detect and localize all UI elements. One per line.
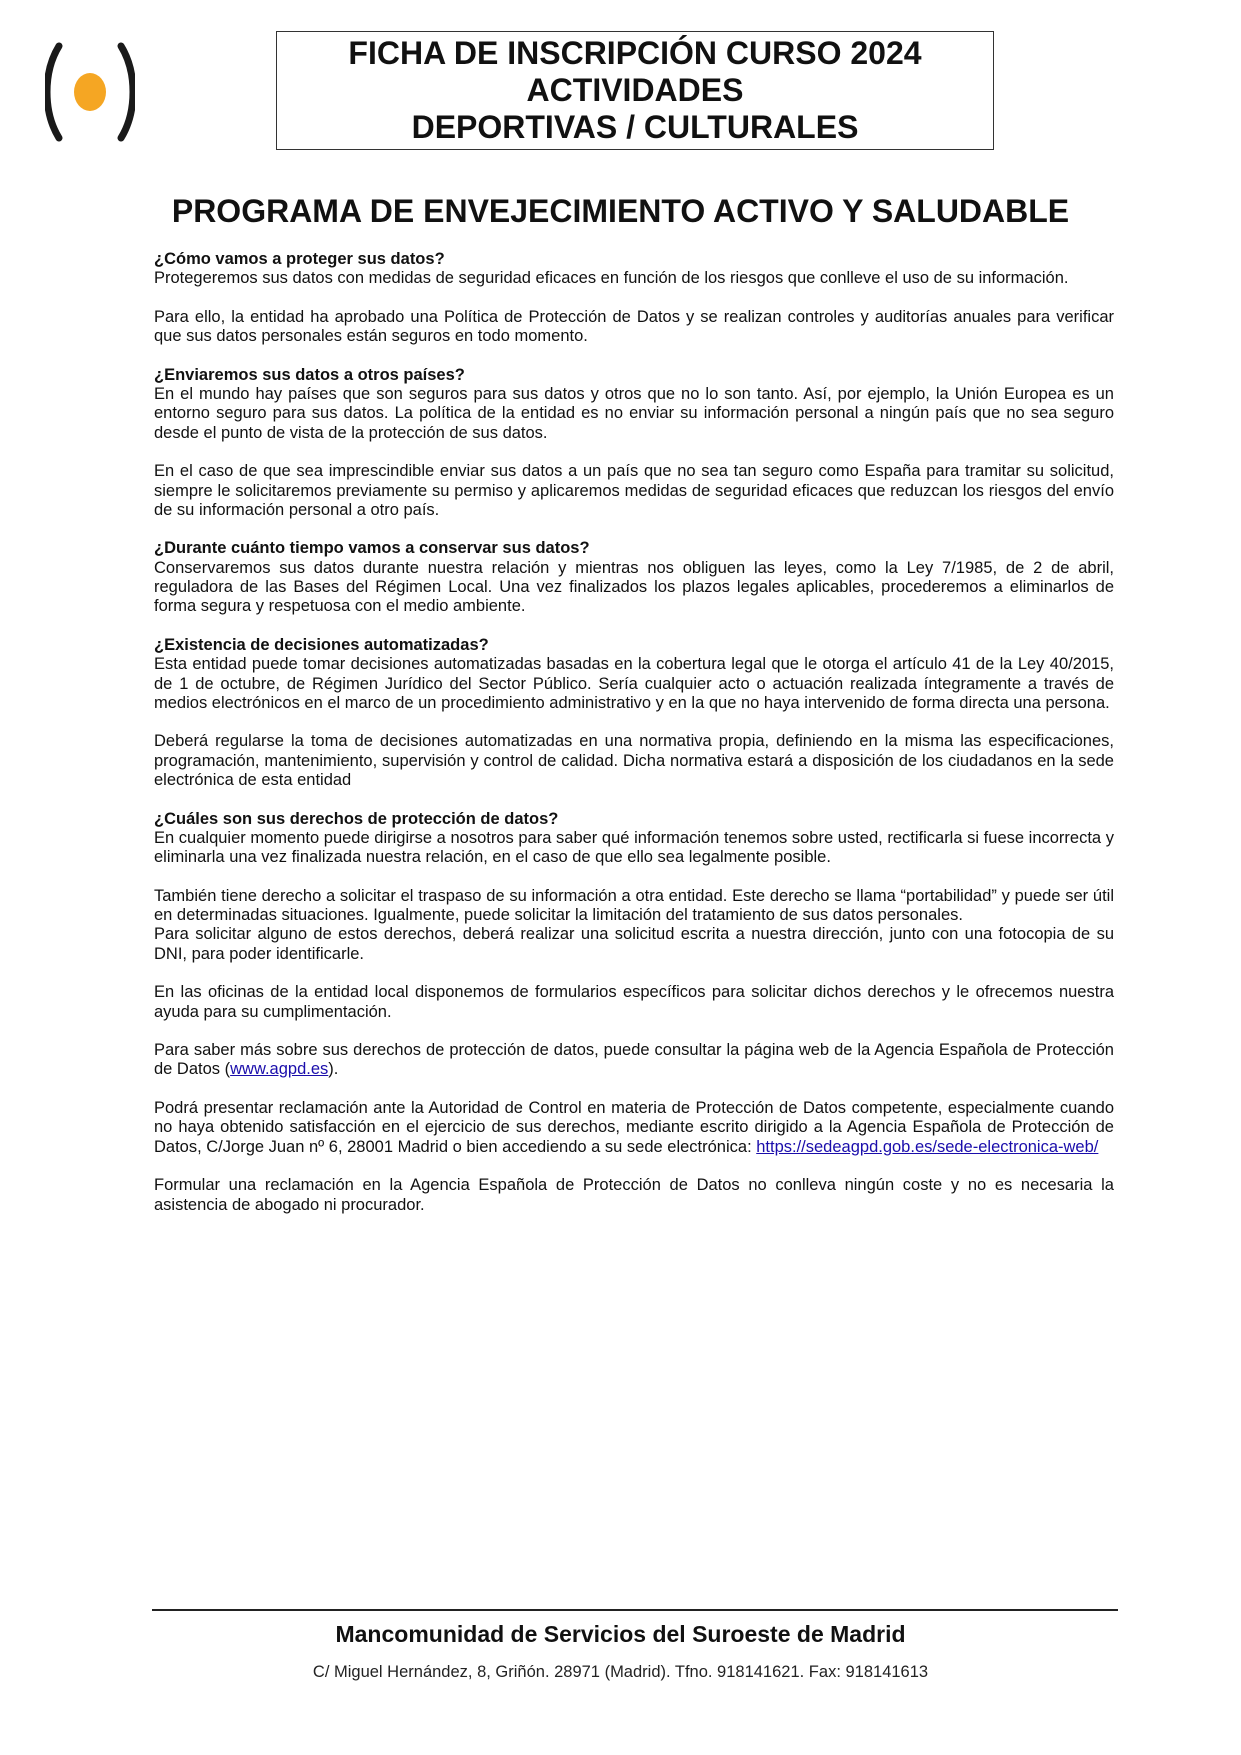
header-title-line-1: FICHA DE INSCRIPCIÓN CURSO 2024 <box>348 35 922 71</box>
paragraph: Esta entidad puede tomar decisiones automatizadas basadas en la cobertura legal que le otorga el artículo 41 de la Ley 40/2015, de 1 de octubre, de Régimen Jurídico del Sector Público. Sería cualquier acto o actuación realizada íntegramente a través de medios electrónicos en el marco de un procedimiento administrativo y en la que no haya intervenido de forma directa una persona. <box>154 655 1114 712</box>
footer-address: C/ Miguel Hernández, 8, Griñón. 28971 (Madrid). Tfno. 918141621. Fax: 918141613 <box>312 1663 929 1681</box>
paragraph <box>154 1041 1114 1080</box>
paragraph: En el caso de que sea imprescindible enviar sus datos a un país que no sea tan seguro como España para tramitar su solicitud, siempre le solicitaremos previamente su permiso y aplicaremos medidas de seguridad eficaces que reduzcan los riesgos del envío de su información personal a otro país. <box>154 462 1114 519</box>
paragraph: Para ello, la entidad ha aprobado una Política de Protección de Datos y se realizan controles y auditorías anuales para verificar que sus datos personales están seguros en todo momento. <box>154 307 1114 346</box>
sede-electronica-link[interactable]: https://sedeagpd.gob.es/sede-electronica-web/ <box>756 1137 1099 1156</box>
paragraph: Para solicitar alguno de estos derechos, deberá realizar una solicitud escrita a nuestra dirección, junto con una fotocopia de su DNI, para poder identificarle. <box>154 925 1114 963</box>
paragraph: En cualquier momento puede dirigirse a nosotros para saber qué información tenemos sobre usted, rectificarla si fuese incorrecta y eliminarla una vez finalizada nuestra relación, en el caso de que ello sea legalmente posible. <box>154 828 1114 867</box>
paragraph: Deberá regularse la toma de decisiones automatizadas en una normativa propia, definiendo en la misma las especificaciones, programación, mantenimiento, supervisión y control de calidad. Dicha normativa estará a disposición de los ciudadanos en la sede electrónica de esta entidad <box>154 732 1114 790</box>
paragraph <box>154 1099 1114 1157</box>
section-heading-rights: ¿Cuáles son sus derechos de protección de datos? <box>154 809 559 828</box>
mancomunidad-logo-icon <box>45 42 135 142</box>
agpd-link[interactable]: www.agpd.es <box>230 1060 329 1079</box>
section-heading-automated-decisions: ¿Existencia de decisiones automatizadas? <box>154 635 489 654</box>
paragraph: Conservaremos sus datos durante nuestra relación y mientras nos obliguen las leyes, como la Ley 7/1985, de 2 de abril, reguladora de las Bases del Régimen Local. Una vez finalizados los plazos legales aplicables, procederemos a eliminarlos de forma segura y respetuosa con el medio ambiente. <box>154 558 1114 616</box>
footer-organization: Mancomunidad de Servicios del Suroeste de Madrid <box>335 1621 906 1647</box>
paragraph: En las oficinas de la entidad local disponemos de formularios específicos para solicitar dichos derechos y le ofrecemos nuestra ayuda para su cumplimentación. <box>154 983 1114 1021</box>
paragraph-text: Podrá presentar reclamación ante la Autoridad de Control en materia de Protección de Datos competente, especialmente cuando no haya obtenido satisfacción en el ejercicio de sus derechos, mediante escrito dirigido a la Agencia Española de Protección de Datos, C/Jorge Juan nº 6, 28001 Madrid o bien accediendo a su sede electrónica: <box>154 1099 1114 1156</box>
section-heading-countries: ¿Enviaremos sus datos a otros países? <box>154 365 465 384</box>
paragraph: También tiene derecho a solicitar el traspaso de su información a otra entidad. Este derecho se llama “portabilidad” y puede ser útil en determinadas situaciones. Igualmente, puede solicitar la limitación del tratamiento de sus datos personales. <box>154 886 1114 925</box>
paragraph: En el mundo hay países que son seguros para sus datos y otros que no lo son tanto. Así, por ejemplo, la Unión Europea es un entorno seguro para sus datos. La política de la entidad es no enviar su información personal a ningún país que no sea seguro desde el punto de vista de la protección de sus datos. <box>154 385 1114 442</box>
section-heading-retention: ¿Durante cuánto tiempo vamos a conservar sus datos? <box>154 539 590 558</box>
program-title: PROGRAMA DE ENVEJECIMIENTO ACTIVO Y SALUDABLE <box>171 193 1070 229</box>
paragraph: Protegeremos sus datos con medidas de seguridad eficaces en función de los riesgos que conlleve el uso de su información. <box>154 269 1069 288</box>
paragraph-text: Para saber más sobre sus derechos de protección de datos, puede consultar la página web de la Agencia Española de Protección de Datos ( <box>154 1041 1114 1079</box>
paragraph-text: ). <box>328 1060 339 1079</box>
section-heading-protection: ¿Cómo vamos a proteger sus datos? <box>154 250 445 268</box>
header-title-box <box>276 31 994 150</box>
paragraph: Formular una reclamación en la Agencia Española de Protección de Datos no conlleva ningún coste y no es necesaria la asistencia de abogado ni procurador. <box>154 1176 1114 1214</box>
footer-divider <box>152 1609 1118 1611</box>
header-title-line-3: DEPORTIVAS / CULTURALES <box>411 109 859 145</box>
header-title-line-2: ACTIVIDADES <box>526 72 744 108</box>
document-body <box>154 250 1114 1234</box>
